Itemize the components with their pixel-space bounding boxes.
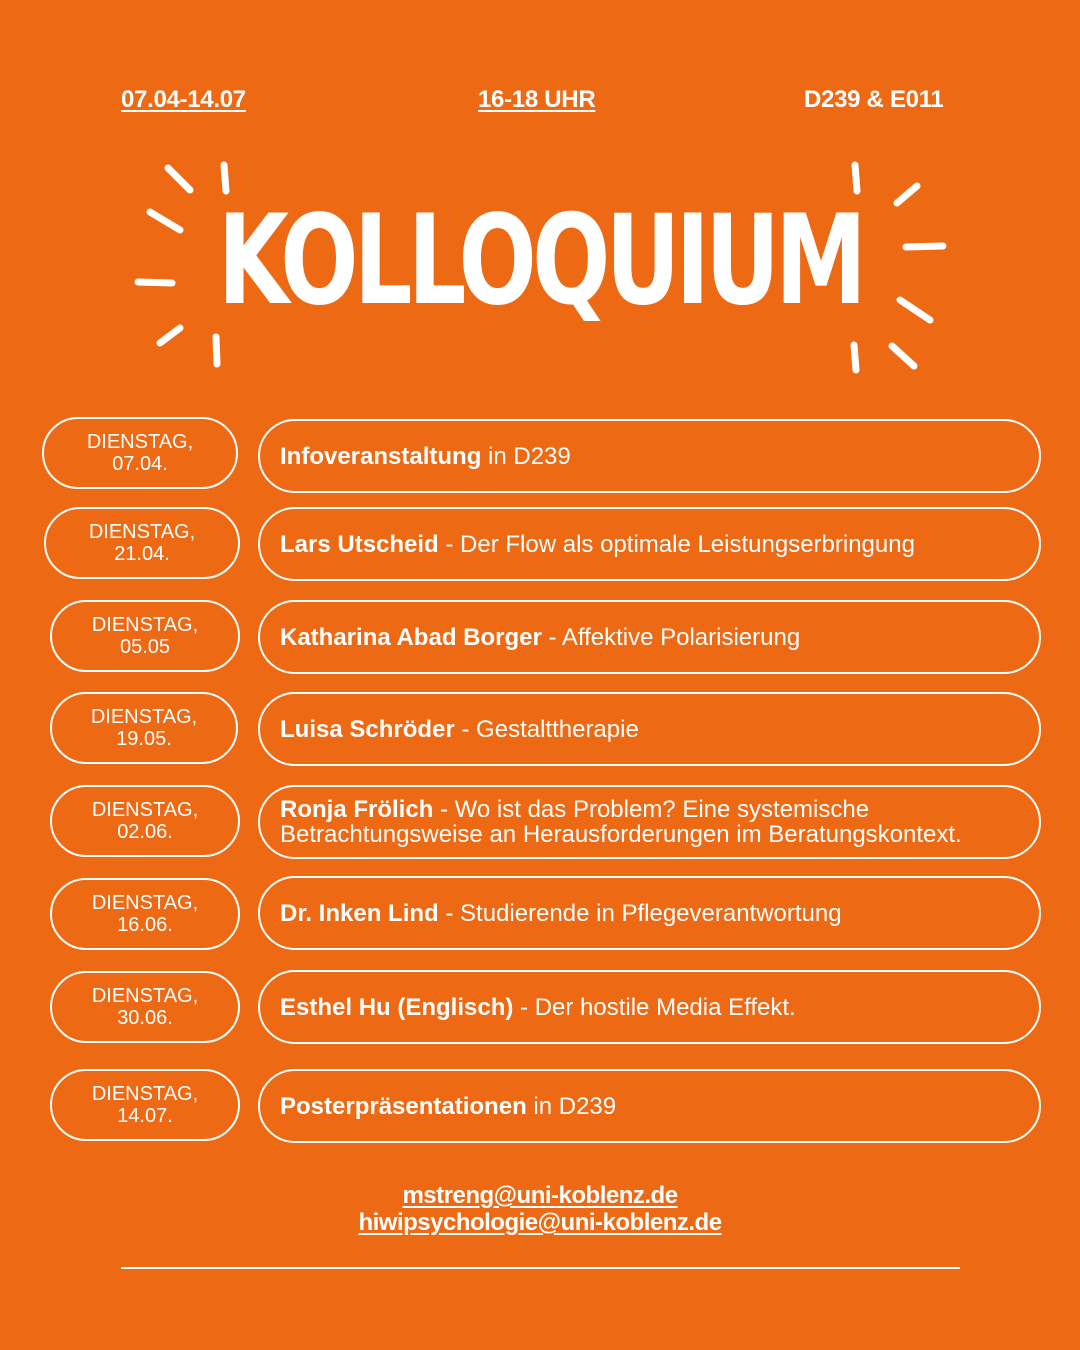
email-link-primary[interactable]: mstreng@uni-koblenz.de bbox=[402, 1182, 678, 1209]
page-title: KOLLOQUIUM bbox=[217, 187, 863, 333]
session-speaker: Ronja Frölich bbox=[280, 796, 434, 823]
session-speaker: Luisa Schröder bbox=[280, 715, 455, 743]
session-title: in D239 bbox=[481, 442, 571, 470]
session-speaker: Dr. Inken Lind bbox=[280, 899, 439, 927]
session-date-text: DIENSTAG, 05.05 bbox=[91, 614, 199, 658]
session-date bbox=[50, 785, 240, 857]
session-title: - Der Flow als optimale Leistungserbringung bbox=[438, 530, 915, 558]
session-date-text: DIENSTAG, 21.04. bbox=[88, 521, 196, 565]
period-dates: 07.04-14.07 bbox=[121, 86, 246, 113]
session-title: - Wo ist das Problem? Eine systemische Betrachtungsweise an Herausforderungen im Beratungskontext. bbox=[280, 796, 962, 848]
session-date-text: DIENSTAG, 02.06. bbox=[91, 799, 199, 843]
session-date bbox=[44, 507, 240, 579]
session-topic bbox=[258, 419, 1041, 493]
session-speaker: Katharina Abad Borger bbox=[280, 623, 542, 651]
session-topic bbox=[258, 600, 1041, 674]
rooms: D239 & E011 bbox=[804, 86, 944, 113]
divider bbox=[121, 1267, 960, 1269]
session-topic bbox=[258, 1069, 1041, 1143]
session-topic bbox=[258, 692, 1041, 766]
session-date-text: DIENSTAG, 30.06. bbox=[91, 985, 199, 1029]
contact-block bbox=[0, 1182, 1080, 1236]
email-link-secondary[interactable]: hiwipsychologie@uni-koblenz.de bbox=[358, 1209, 722, 1236]
time-range: 16-18 UHR bbox=[478, 86, 596, 113]
session-date-text: DIENSTAG, 16.06. bbox=[91, 892, 199, 936]
session-title: - Studierende in Pflegeverantwortung bbox=[438, 899, 842, 927]
session-date bbox=[42, 417, 238, 489]
session-topic bbox=[258, 876, 1041, 950]
session-topic bbox=[258, 507, 1041, 581]
session-topic bbox=[258, 785, 1041, 859]
session-date bbox=[50, 1069, 240, 1141]
session-title: - Gestalttherapie bbox=[454, 715, 639, 743]
session-topic bbox=[258, 970, 1041, 1044]
session-date bbox=[50, 600, 240, 672]
session-speaker: Lars Utscheid bbox=[280, 530, 439, 558]
session-title: - Der hostile Media Effekt. bbox=[513, 993, 796, 1021]
session-speaker: Infoveranstaltung bbox=[280, 442, 482, 470]
session-date-text: DIENSTAG, 19.05. bbox=[90, 706, 198, 750]
session-speaker: Esthel Hu (Englisch) bbox=[280, 993, 514, 1021]
session-title: in D239 bbox=[526, 1092, 617, 1120]
session-speaker: Posterpräsentationen bbox=[280, 1092, 527, 1120]
session-date bbox=[50, 878, 240, 950]
session-date bbox=[50, 971, 240, 1043]
session-title: - Affektive Polarisierung bbox=[541, 623, 801, 651]
session-date-text: DIENSTAG, 14.07. bbox=[91, 1083, 199, 1127]
session-date bbox=[50, 692, 238, 764]
session-date-text: DIENSTAG, 07.04. bbox=[86, 431, 194, 475]
